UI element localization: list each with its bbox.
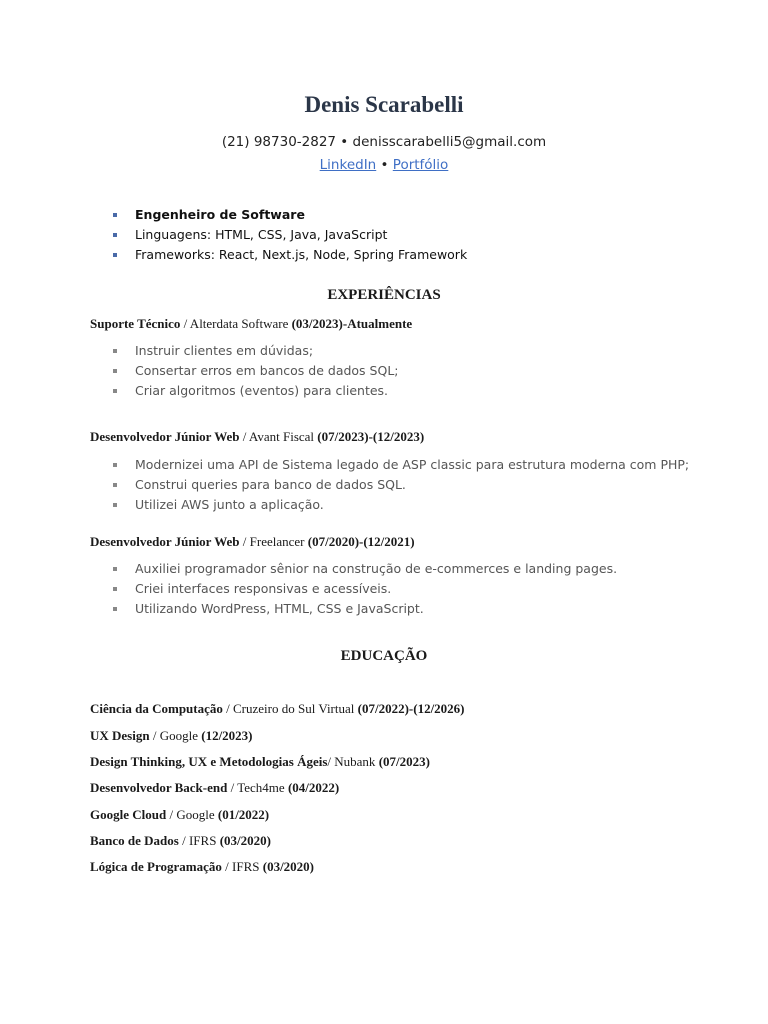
linkedin-link[interactable]: LinkedIn — [319, 157, 377, 173]
candidate-name: Denis Scarabelli — [304, 92, 464, 117]
education-item: Design Thinking, UX e Metodologias Ágeis/ Nubank (07/2023) — [90, 754, 430, 769]
bullet-square-icon — [113, 567, 117, 571]
job-title-line — [90, 316, 412, 332]
list-item: Auxiliei programador sênior na construção de e-commerces e landing pages. — [113, 559, 617, 579]
education-item: Lógica de Programação / IFRS (03/2020) — [90, 859, 315, 874]
bullet-square-icon — [113, 503, 117, 507]
education-item: Ciência da Computação / Cruzeiro do Sul Virtual (07/2022)-(12/2026) — [90, 701, 465, 716]
education-item: Google Cloud / Google (01/2022) — [90, 807, 270, 822]
job-period: (03/2023)-Atualmente — [291, 316, 413, 331]
list-item: Utilizando WordPress, HTML, CSS e JavaScript. — [113, 599, 617, 619]
bullet-square-icon — [113, 587, 117, 591]
list-item: Instruir clientes em dúvidas; — [113, 341, 399, 361]
summary-item: Engenheiro de Software — [113, 205, 467, 225]
job-company: / Alterdata Software — [180, 316, 292, 331]
list-item: Consertar erros em bancos de dados SQL; — [113, 361, 399, 381]
bullet-square-icon — [113, 213, 117, 217]
list-item: Utilizei AWS junto a aplicação. — [113, 495, 689, 515]
profile-links — [0, 157, 768, 173]
bullet-square-icon — [113, 607, 117, 611]
list-item: Criar algoritmos (eventos) para clientes. — [113, 381, 399, 401]
summary-item: Frameworks: React, Next.js, Node, Spring Framework — [113, 245, 467, 265]
list-item: Modernizei uma API de Sistema legado de ASP classic para estrutura moderna com PHP; — [113, 455, 689, 475]
job-role: Suporte Técnico — [90, 316, 181, 331]
job-company: / Freelancer — [239, 534, 308, 549]
portfolio-link[interactable]: Portfólio — [392, 157, 449, 173]
job-role: Desenvolvedor Júnior Web — [90, 429, 240, 444]
bullet-square-icon — [113, 483, 117, 487]
list-item: Construi queries para banco de dados SQL. — [113, 475, 689, 495]
bullet-square-icon — [113, 389, 117, 393]
bullet-square-icon — [113, 369, 117, 373]
education-item: Banco de Dados / IFRS (03/2020) — [90, 833, 271, 848]
bullet-square-icon — [113, 463, 117, 467]
experience-heading: EXPERIÊNCIAS — [327, 287, 441, 303]
bullet-square-icon — [113, 233, 117, 237]
job-title-line — [90, 534, 415, 550]
education-item: UX Design / Google (12/2023) — [90, 728, 253, 743]
job-role: Desenvolvedor Júnior Web — [90, 534, 240, 549]
education-item: Desenvolvedor Back-end / Tech4me (04/2022) — [90, 780, 340, 795]
bullet-square-icon — [113, 349, 117, 353]
job-period: (07/2020)-(12/2021) — [307, 534, 415, 549]
job-period: (07/2023)-(12/2023) — [317, 429, 425, 444]
job-company: / Avant Fiscal — [239, 429, 318, 444]
list-item: Criei interfaces responsivas e acessíveis. — [113, 579, 617, 599]
contact-line: (21) 98730-2827 • denisscarabelli5@gmail.com — [221, 134, 547, 150]
job-task-list — [113, 455, 689, 515]
job-title-line — [90, 429, 424, 445]
summary-list — [113, 205, 467, 265]
job-task-list — [113, 559, 617, 619]
link-separator: • — [376, 157, 393, 173]
education-heading: EDUCAÇÃO — [340, 648, 428, 664]
summary-item: Linguagens: HTML, CSS, Java, JavaScript — [113, 225, 467, 245]
job-task-list — [113, 341, 399, 401]
bullet-square-icon — [113, 253, 117, 257]
